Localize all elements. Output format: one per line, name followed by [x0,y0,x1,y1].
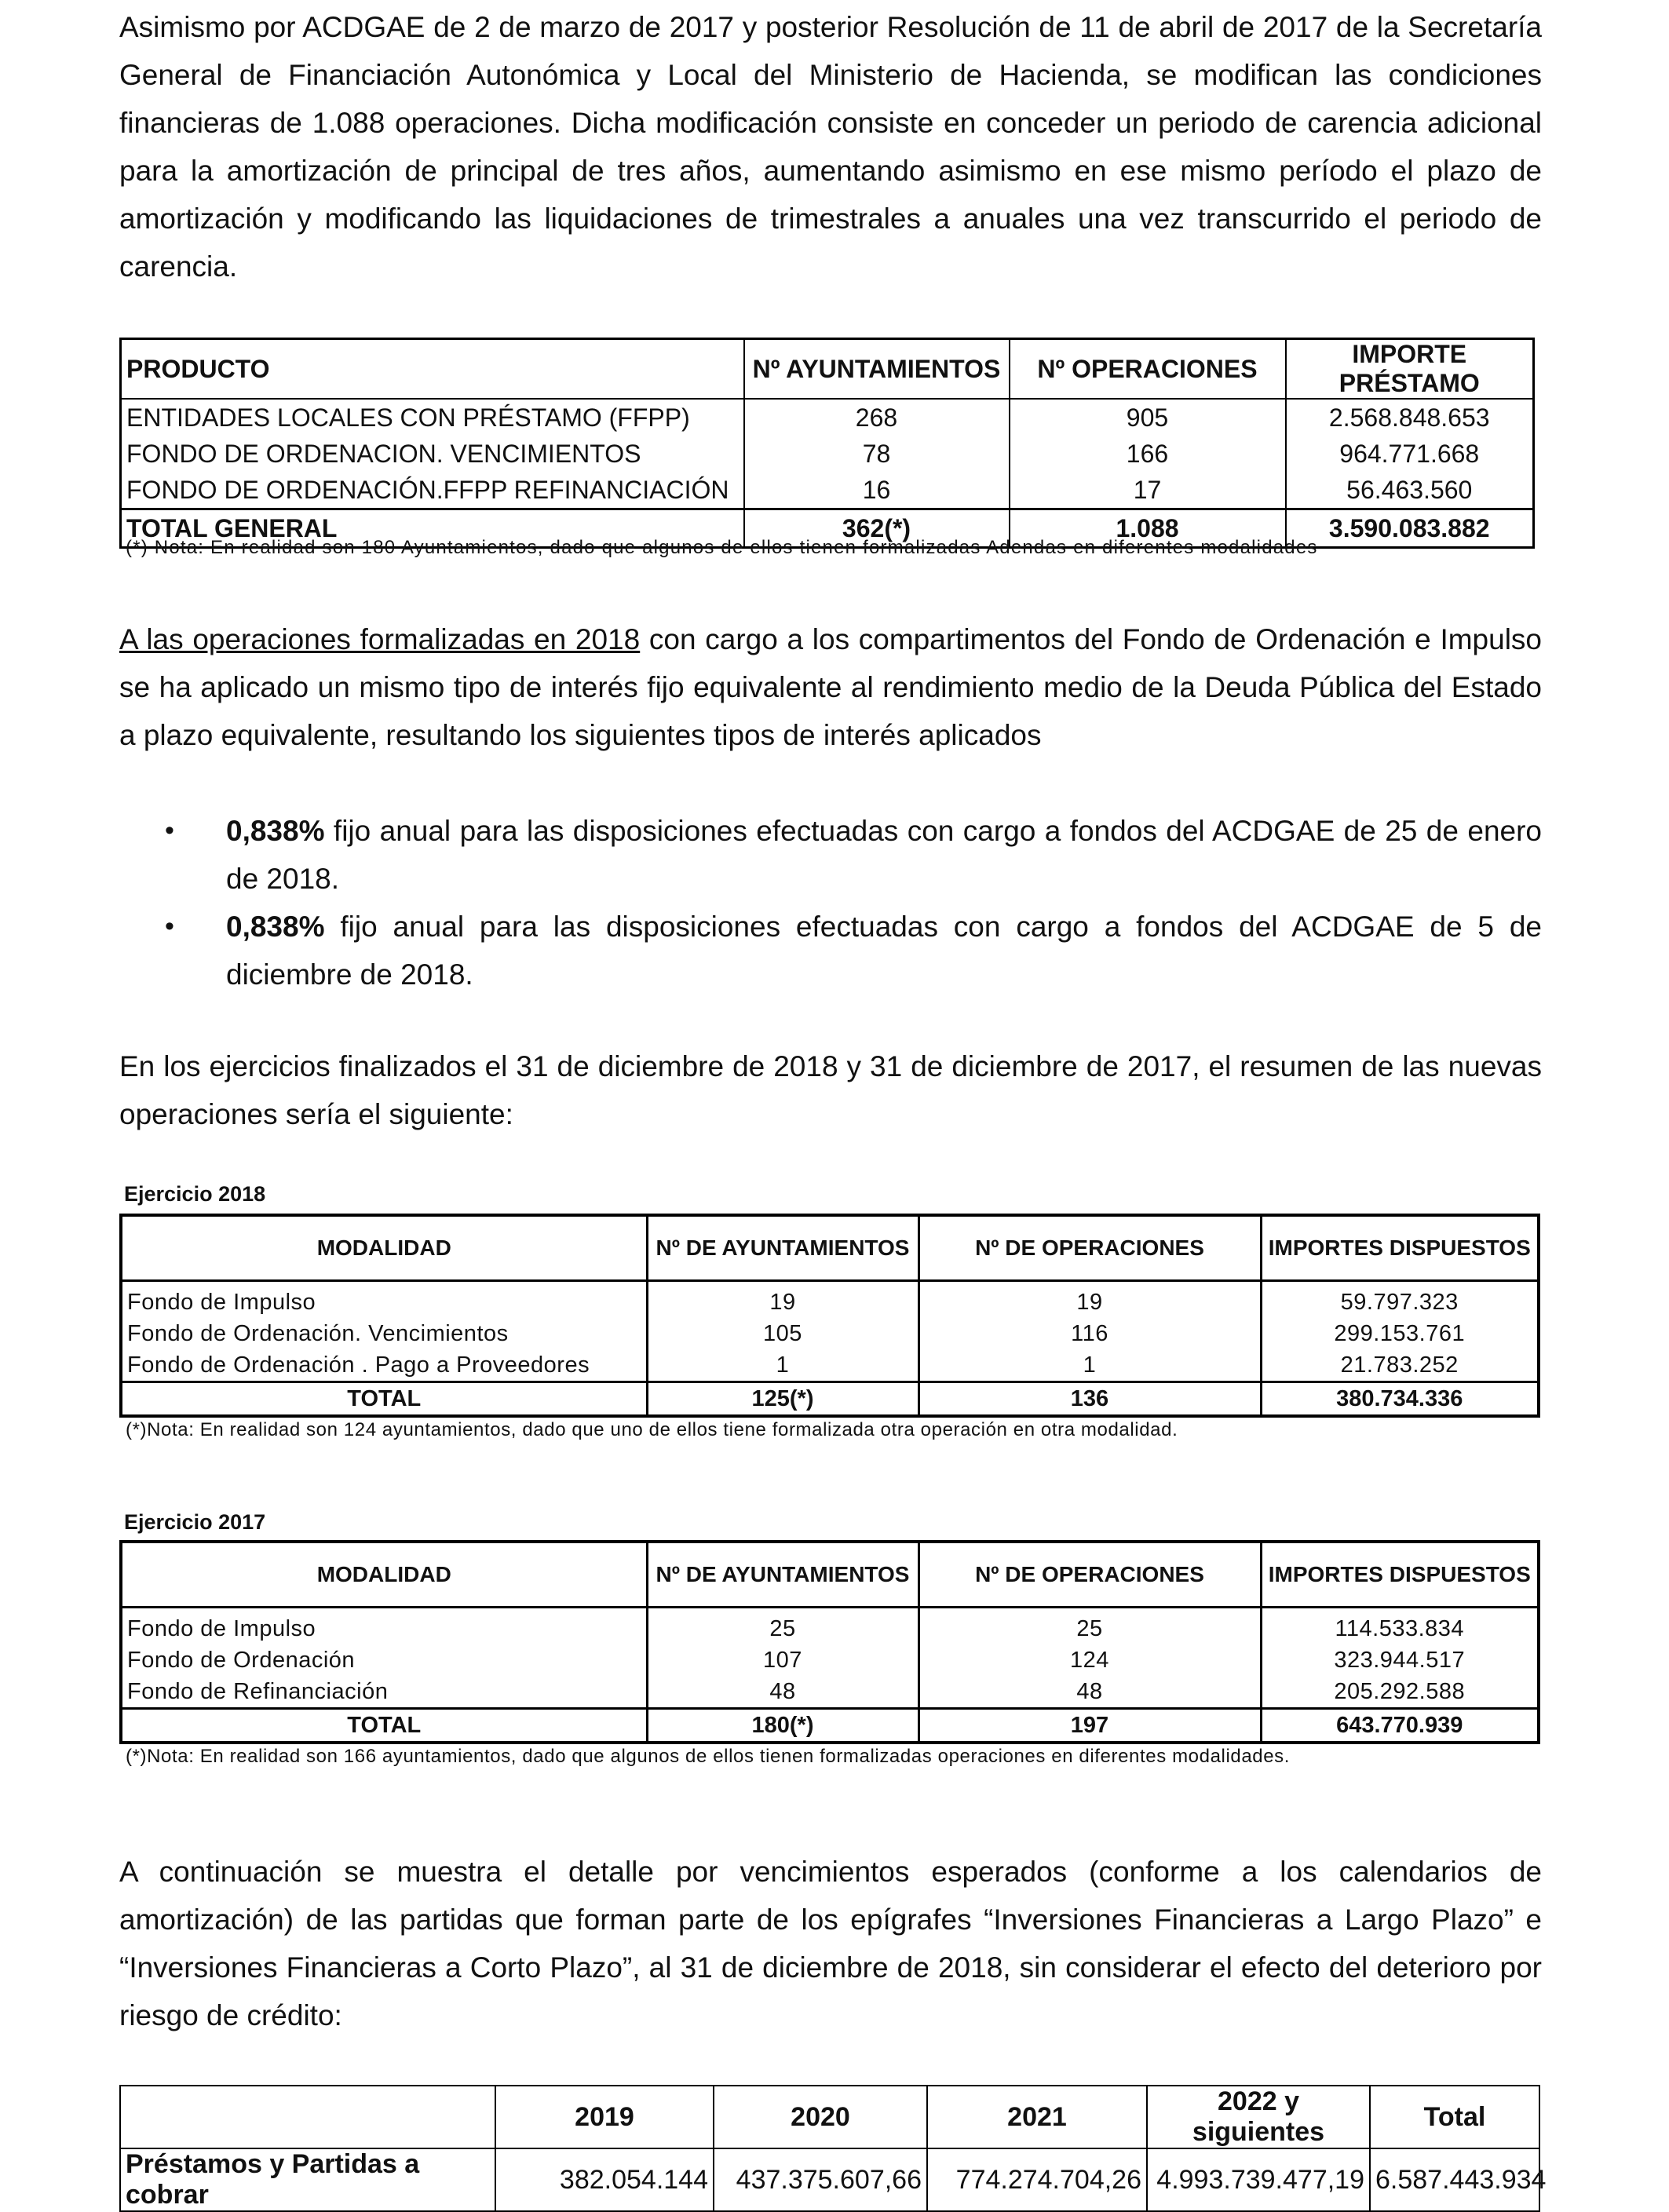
table-note: (*)Nota: En realidad son 166 ayuntamientos, dado que algunos de ellos tienen formalizadas operaciones en diferentes modalidades. [126,1746,1291,1767]
cell-operaciones: 1 [918,1349,1261,1382]
paragraph-tipos-interes [119,615,1542,759]
cell-2020: 437.375.607,66 [714,2148,927,2211]
bullet-list [165,807,1542,998]
table-row [121,472,1534,509]
cell-total-operaciones: 136 [918,1382,1261,1417]
cell-producto: FONDO DE ORDENACION. VENCIMIENTOS [121,436,744,472]
table-productos [119,338,1535,549]
cell-ayuntamientos: 1 [647,1349,918,1382]
cell-importes: 299.153.761 [1261,1318,1539,1349]
cell-total-importe: 3.590.083.882 [1286,509,1534,548]
rate-description: fijo anual para las disposiciones efectuadas con cargo a fondos del ACDGAE de 25 de enero de 2018. [226,815,1542,895]
header-importes: IMPORTES DISPUESTOS [1261,1542,1539,1608]
cell-operaciones: 166 [1010,436,1286,472]
empty-header-cell [120,2086,495,2148]
paragraph-text: con cargo a los compartimentos del Fondo de Ordenación e Impulso se ha aplicado un mismo tipo de interés fijo equivalente al rendimiento medio de la Deuda Pública del Estado a plazo equivalente, resultando los siguientes tipos de interés aplicados [119,623,1543,751]
cell-ayuntamientos: 105 [647,1318,918,1349]
table-vencimientos [119,2085,1547,2212]
cell-total-ayuntamientos: 180(*) [647,1709,918,1743]
cell-ayuntamientos: 107 [647,1644,918,1676]
rate-description: fijo anual para las disposiciones efectuadas con cargo a fondos del ACDGAE de 5 de diciembre de 2018. [226,911,1542,991]
cell-total-ayuntamientos: 125(*) [647,1382,918,1417]
table-ejercicio-2018 [119,1214,1540,1418]
cell-operaciones: 25 [918,1608,1261,1645]
table-total-row [121,1709,1539,1743]
cell-ayuntamientos: 268 [744,399,1010,436]
cell-2022-siguientes: 4.993.739.477,19 [1147,2148,1370,2211]
table-row [121,1281,1539,1319]
header-ayuntamientos: Nº DE AYUNTAMIENTOS [647,1542,918,1608]
section-title-2017: Ejercicio 2017 [124,1510,266,1534]
header-ayuntamientos: Nº AYUNTAMIENTOS [744,339,1010,400]
cell-modalidad: Fondo de Ordenación [121,1644,647,1676]
cell-total-label: TOTAL [121,1382,647,1417]
cell-total-ayuntamientos: 362(*) [744,509,1010,548]
cell-modalidad: Fondo de Ordenación . Pago a Proveedores [121,1349,647,1382]
rate-value: 0,838% [226,911,325,943]
header-2020: 2020 [714,2086,927,2148]
cell-operaciones: 17 [1010,472,1286,509]
cell-total-importes: 380.734.336 [1261,1382,1539,1417]
cell-total-operaciones: 1.088 [1010,509,1286,548]
rate-value: 0,838% [226,815,325,847]
cell-operaciones: 116 [918,1318,1261,1349]
header-operaciones: Nº DE OPERACIONES [918,1542,1261,1608]
table-row [121,436,1534,472]
cell-total-label: TOTAL [121,1709,647,1743]
table-note: (*)Nota: En realidad son 124 ayuntamientos, dado que uno de ellos tiene formalizada otra operación en otra modalidad. [126,1419,1178,1440]
table-header-row [120,2086,1539,2148]
cell-importes: 21.783.252 [1261,1349,1539,1382]
table-row [121,1676,1539,1709]
cell-producto: ENTIDADES LOCALES CON PRÉSTAMO (FFPP) [121,399,744,436]
bullet-icon: • [165,911,174,941]
cell-operaciones: 124 [918,1644,1261,1676]
header-modalidad: MODALIDAD [121,1215,647,1281]
cell-ayuntamientos: 78 [744,436,1010,472]
header-importe: IMPORTE PRÉSTAMO [1286,339,1534,400]
cell-ayuntamientos: 25 [647,1608,918,1645]
header-2022-siguientes: 2022 y siguientes [1147,2086,1370,2148]
header-importes: IMPORTES DISPUESTOS [1261,1215,1539,1281]
header-2019: 2019 [495,2086,714,2148]
header-operaciones: Nº OPERACIONES [1010,339,1286,400]
list-item [165,807,1542,903]
table-total-row [121,1382,1539,1417]
table-row [121,1349,1539,1382]
header-2021: 2021 [927,2086,1147,2148]
cell-ayuntamientos: 16 [744,472,1010,509]
cell-2019: 382.054.144 [495,2148,714,2211]
header-producto: PRODUCTO [121,339,744,400]
cell-total-label: TOTAL GENERAL [121,509,744,548]
paragraph-modificacion: Asimismo por ACDGAE de 2 de marzo de 2017 y posterior Resolución de 11 de abril de 2017 de la Secretaría General de Financiación Autonómica y Local del Ministerio de Hacienda, se modifican las condiciones financieras de 1.088 operaciones. Dicha modificación consiste en conceder un periodo de carencia adicional para la amortización de principal de tres años, aumentando asimismo en ese mismo período el plazo de amortización y modificando las liquidaciones de trimestrales a anuales una vez transcurrido el periodo de carencia. [119,11,1542,283]
cell-ayuntamientos: 19 [647,1281,918,1319]
table-ejercicio-2017 [119,1540,1540,1744]
table-row [121,1608,1539,1645]
cell-modalidad: Fondo de Refinanciación [121,1676,647,1709]
cell-importe: 964.771.668 [1286,436,1534,472]
list-item [165,903,1542,998]
cell-operaciones: 48 [918,1676,1261,1709]
underlined-text: A las operaciones formalizadas en 2018 [119,623,641,655]
header-operaciones: Nº DE OPERACIONES [918,1215,1261,1281]
table-row [121,399,1534,436]
cell-importes: 205.292.588 [1261,1676,1539,1709]
bullet-icon: • [165,816,174,845]
cell-importes: 59.797.323 [1261,1281,1539,1319]
header-ayuntamientos: Nº DE AYUNTAMIENTOS [647,1215,918,1281]
cell-ayuntamientos: 48 [647,1676,918,1709]
cell-total: 6.587.443.934 [1370,2148,1539,2211]
row-label: Préstamos y Partidas a cobrar [120,2148,495,2211]
header-modalidad: MODALIDAD [121,1542,647,1608]
table-row [120,2148,1539,2211]
section-title-2018: Ejercicio 2018 [124,1182,266,1206]
header-total: Total [1370,2086,1539,2148]
cell-importes: 114.533.834 [1261,1608,1539,1645]
cell-importe: 56.463.560 [1286,472,1534,509]
cell-modalidad: Fondo de Impulso [121,1608,647,1645]
table-row [121,1644,1539,1676]
cell-producto: FONDO DE ORDENACIÓN.FFPP REFINANCIACIÓN [121,472,744,509]
cell-total-operaciones: 197 [918,1709,1261,1743]
table-row [121,1318,1539,1349]
cell-operaciones: 905 [1010,399,1286,436]
cell-modalidad: Fondo de Ordenación. Vencimientos [121,1318,647,1349]
paragraph-vencimientos: A continuación se muestra el detalle por vencimientos esperados (conforme a los calendarios de amortización) de las partidas que forman parte de los epígrafes “Inversiones Financieras a Largo Plazo” e “Inversiones Financieras a Corto Plazo”, al 31 de diciembre de 2018, sin considerar el efecto del deterioro por riesgo de crédito: [119,1856,1542,2031]
cell-importes: 323.944.517 [1261,1644,1539,1676]
cell-modalidad: Fondo de Impulso [121,1281,647,1319]
cell-importe: 2.568.848.653 [1286,399,1534,436]
cell-operaciones: 19 [918,1281,1261,1319]
cell-2021: 774.274.704,26 [927,2148,1147,2211]
paragraph-resumen: En los ejercicios finalizados el 31 de diciembre de 2018 y 31 de diciembre de 2017, el resumen de las nuevas operaciones sería el siguiente: [119,1050,1542,1130]
cell-total-importes: 643.770.939 [1261,1709,1539,1743]
table-note: (*) Nota: En realidad son 180 Ayuntamientos, dado que algunos de ellos tienen formalizadas Adendas en diferentes modalidades [126,537,1318,558]
